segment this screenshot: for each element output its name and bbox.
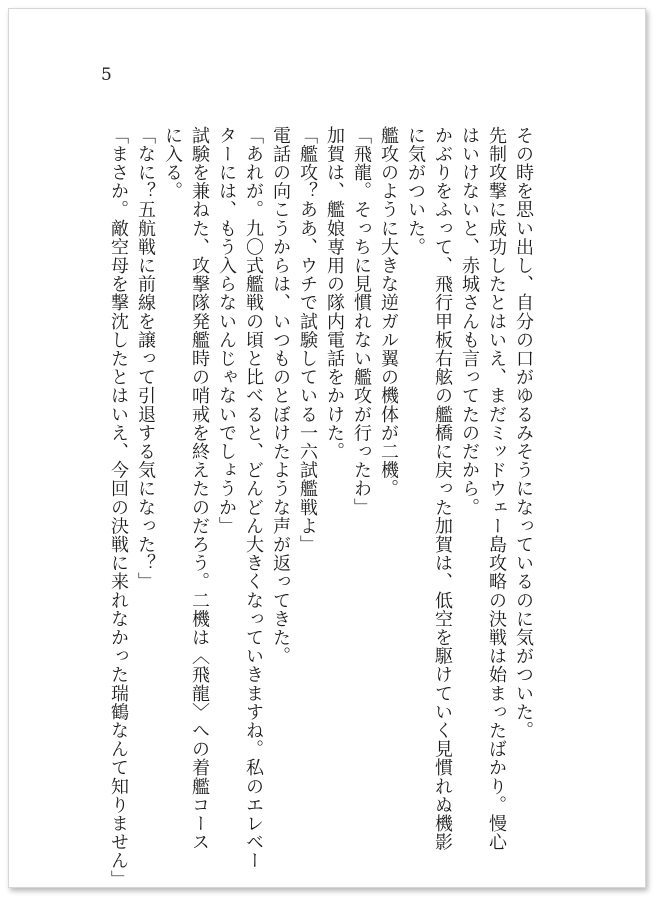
text-line: 艦攻のように大きな逆ガル翼の機体が二機。: [378, 126, 399, 498]
text-line: 「なに？五航戦に前線を譲って引退する気になった？」: [135, 126, 156, 591]
text-line: はいけないと、赤城さんも言ってたのだから。: [459, 126, 480, 517]
text-line: に気がついた。: [405, 126, 426, 257]
vertical-body-text: [105, 126, 537, 889]
text-line: 「あれが。九〇式艦戦の頃と比べると、どんどん大きくなっていきますね。私のエレベー: [243, 126, 264, 870]
document-page: [8, 8, 646, 888]
text-line: かぶりをふって、飛行甲板右舷の艦橋に戻った加賀は、低空を駆けていく見慣れぬ機影: [432, 126, 453, 852]
text-line: 電話の向こうからは、いつものとぼけたような声が返ってきた。: [270, 126, 291, 666]
page-number: 5: [101, 65, 112, 85]
text-line: 試験を兼ねた、攻撃隊発艦時の哨戒を終えたのだろう。二機は〈飛龍〉への着艦コース: [189, 126, 210, 852]
text-line: 「艦攻？ああ、ウチで試験している一六試艦戦よ」: [297, 126, 318, 554]
text-line: 「飛龍。そっちに見慣れない艦攻が行ったわ」: [351, 126, 372, 517]
text-line: 加賀は、艦娘専用の隊内電話をかけた。: [324, 126, 345, 461]
text-line: 先制攻撃に成功したとはいえ、まだミッドウェー島攻略の決戦は始まったばかり。慢心: [486, 126, 507, 852]
text-line: その時を思い出し、自分の口がゆるみそうになっているのに気がついた。: [513, 126, 534, 740]
text-line: に入る。: [162, 126, 183, 201]
text-line: ターには、もう入らないんじゃないでしょうか」: [216, 126, 237, 536]
text-line: 「まさか。敵空母を撃沈したとはいえ、今回の決戦に来れなかった瑞鶴なんて知りません」: [108, 126, 129, 889]
